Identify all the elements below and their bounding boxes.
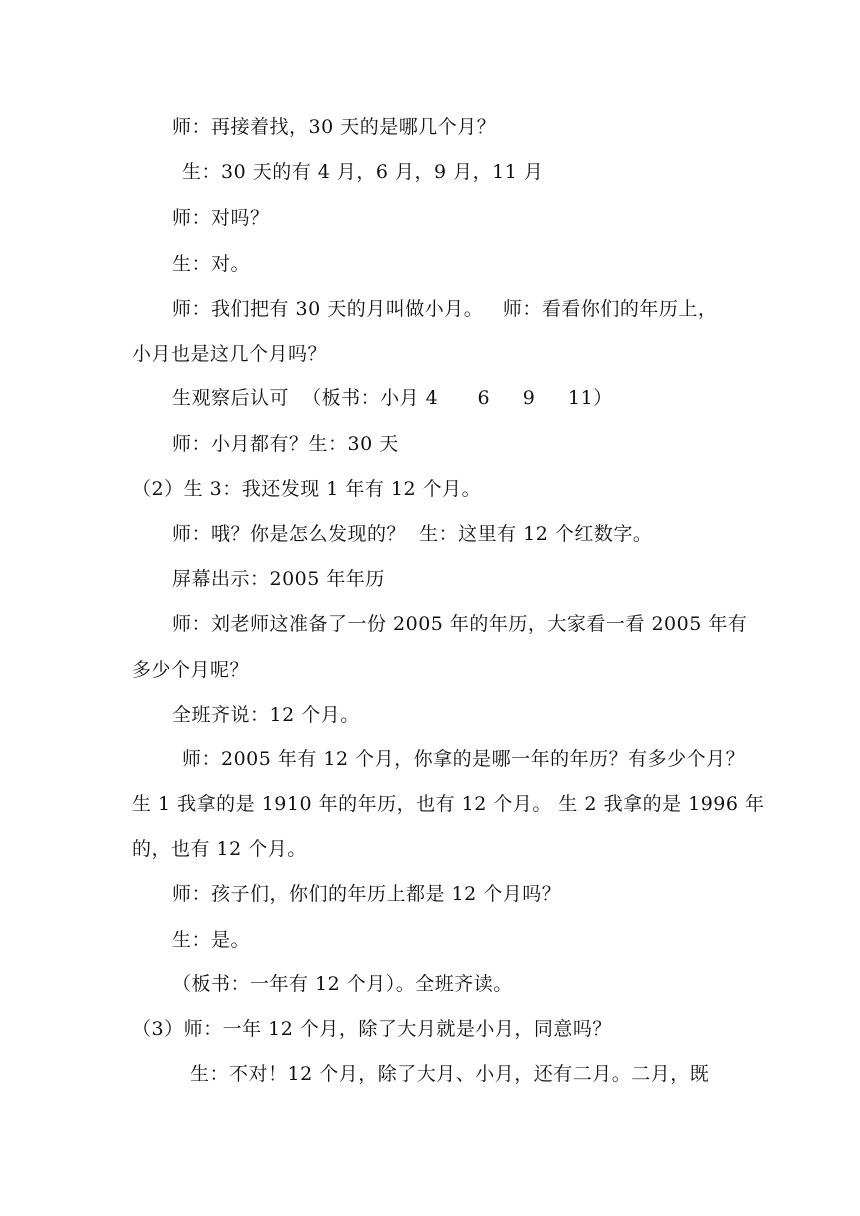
text-line: 师：孩子们，你们的年历上都是 12 个月吗？ — [172, 883, 562, 905]
text-line: 生 1 我拿的是 1910 年的年历，也有 12 个月。 生 2 我拿的是 1996 年 — [132, 793, 765, 815]
text-line: 师：哦？你是怎么发现的？ 生：这里有 12 个红数字。 — [172, 523, 653, 545]
text-line: 师：再接着找，30 天的是哪几个月？ — [172, 116, 497, 138]
text-line: 师：小月都有？生：30 天 — [172, 433, 399, 455]
text-line: 师：我们把有 30 天的月叫做小月。 师：看看你们的年历上， — [172, 298, 718, 320]
text-line: 师：2005 年有 12 个月，你拿的是哪一年的年历？有多少个月？ — [182, 748, 746, 770]
text-line: 生：对。 — [172, 253, 251, 275]
text-line: 师：刘老师这准备了一份 2005 年的年历，大家看一看 2005 年有 — [172, 613, 748, 635]
text-line: 生：是。 — [172, 929, 251, 951]
text-line: 全班齐说：12 个月。 — [172, 704, 360, 726]
text-line: 多少个月呢？ — [132, 659, 250, 681]
text-line: （3）师：一年 12 个月，除了大月就是小月，同意吗？ — [132, 1018, 612, 1040]
text-line: 小月也是这几个月吗？ — [132, 343, 328, 365]
text-line: 屏幕出示：2005 年年历 — [172, 568, 385, 590]
text-line: 生观察后认可 （板书：小月 4 6 9 11） — [172, 387, 613, 409]
text-line: （2）生 3：我还发现 1 年有 12 个月。 — [132, 478, 482, 500]
text-line: 的，也有 12 个月。 — [132, 838, 307, 860]
text-line: 生：不对！12 个月，除了大月、小月，还有二月。二月，既 — [190, 1063, 710, 1085]
text-line: 生：30 天的有 4 月，6 月，9 月，11 月 — [182, 161, 544, 183]
text-line: 师：对吗？ — [172, 207, 270, 229]
text-line: （板书：一年有 12 个月）。全班齐读。 — [172, 973, 513, 995]
